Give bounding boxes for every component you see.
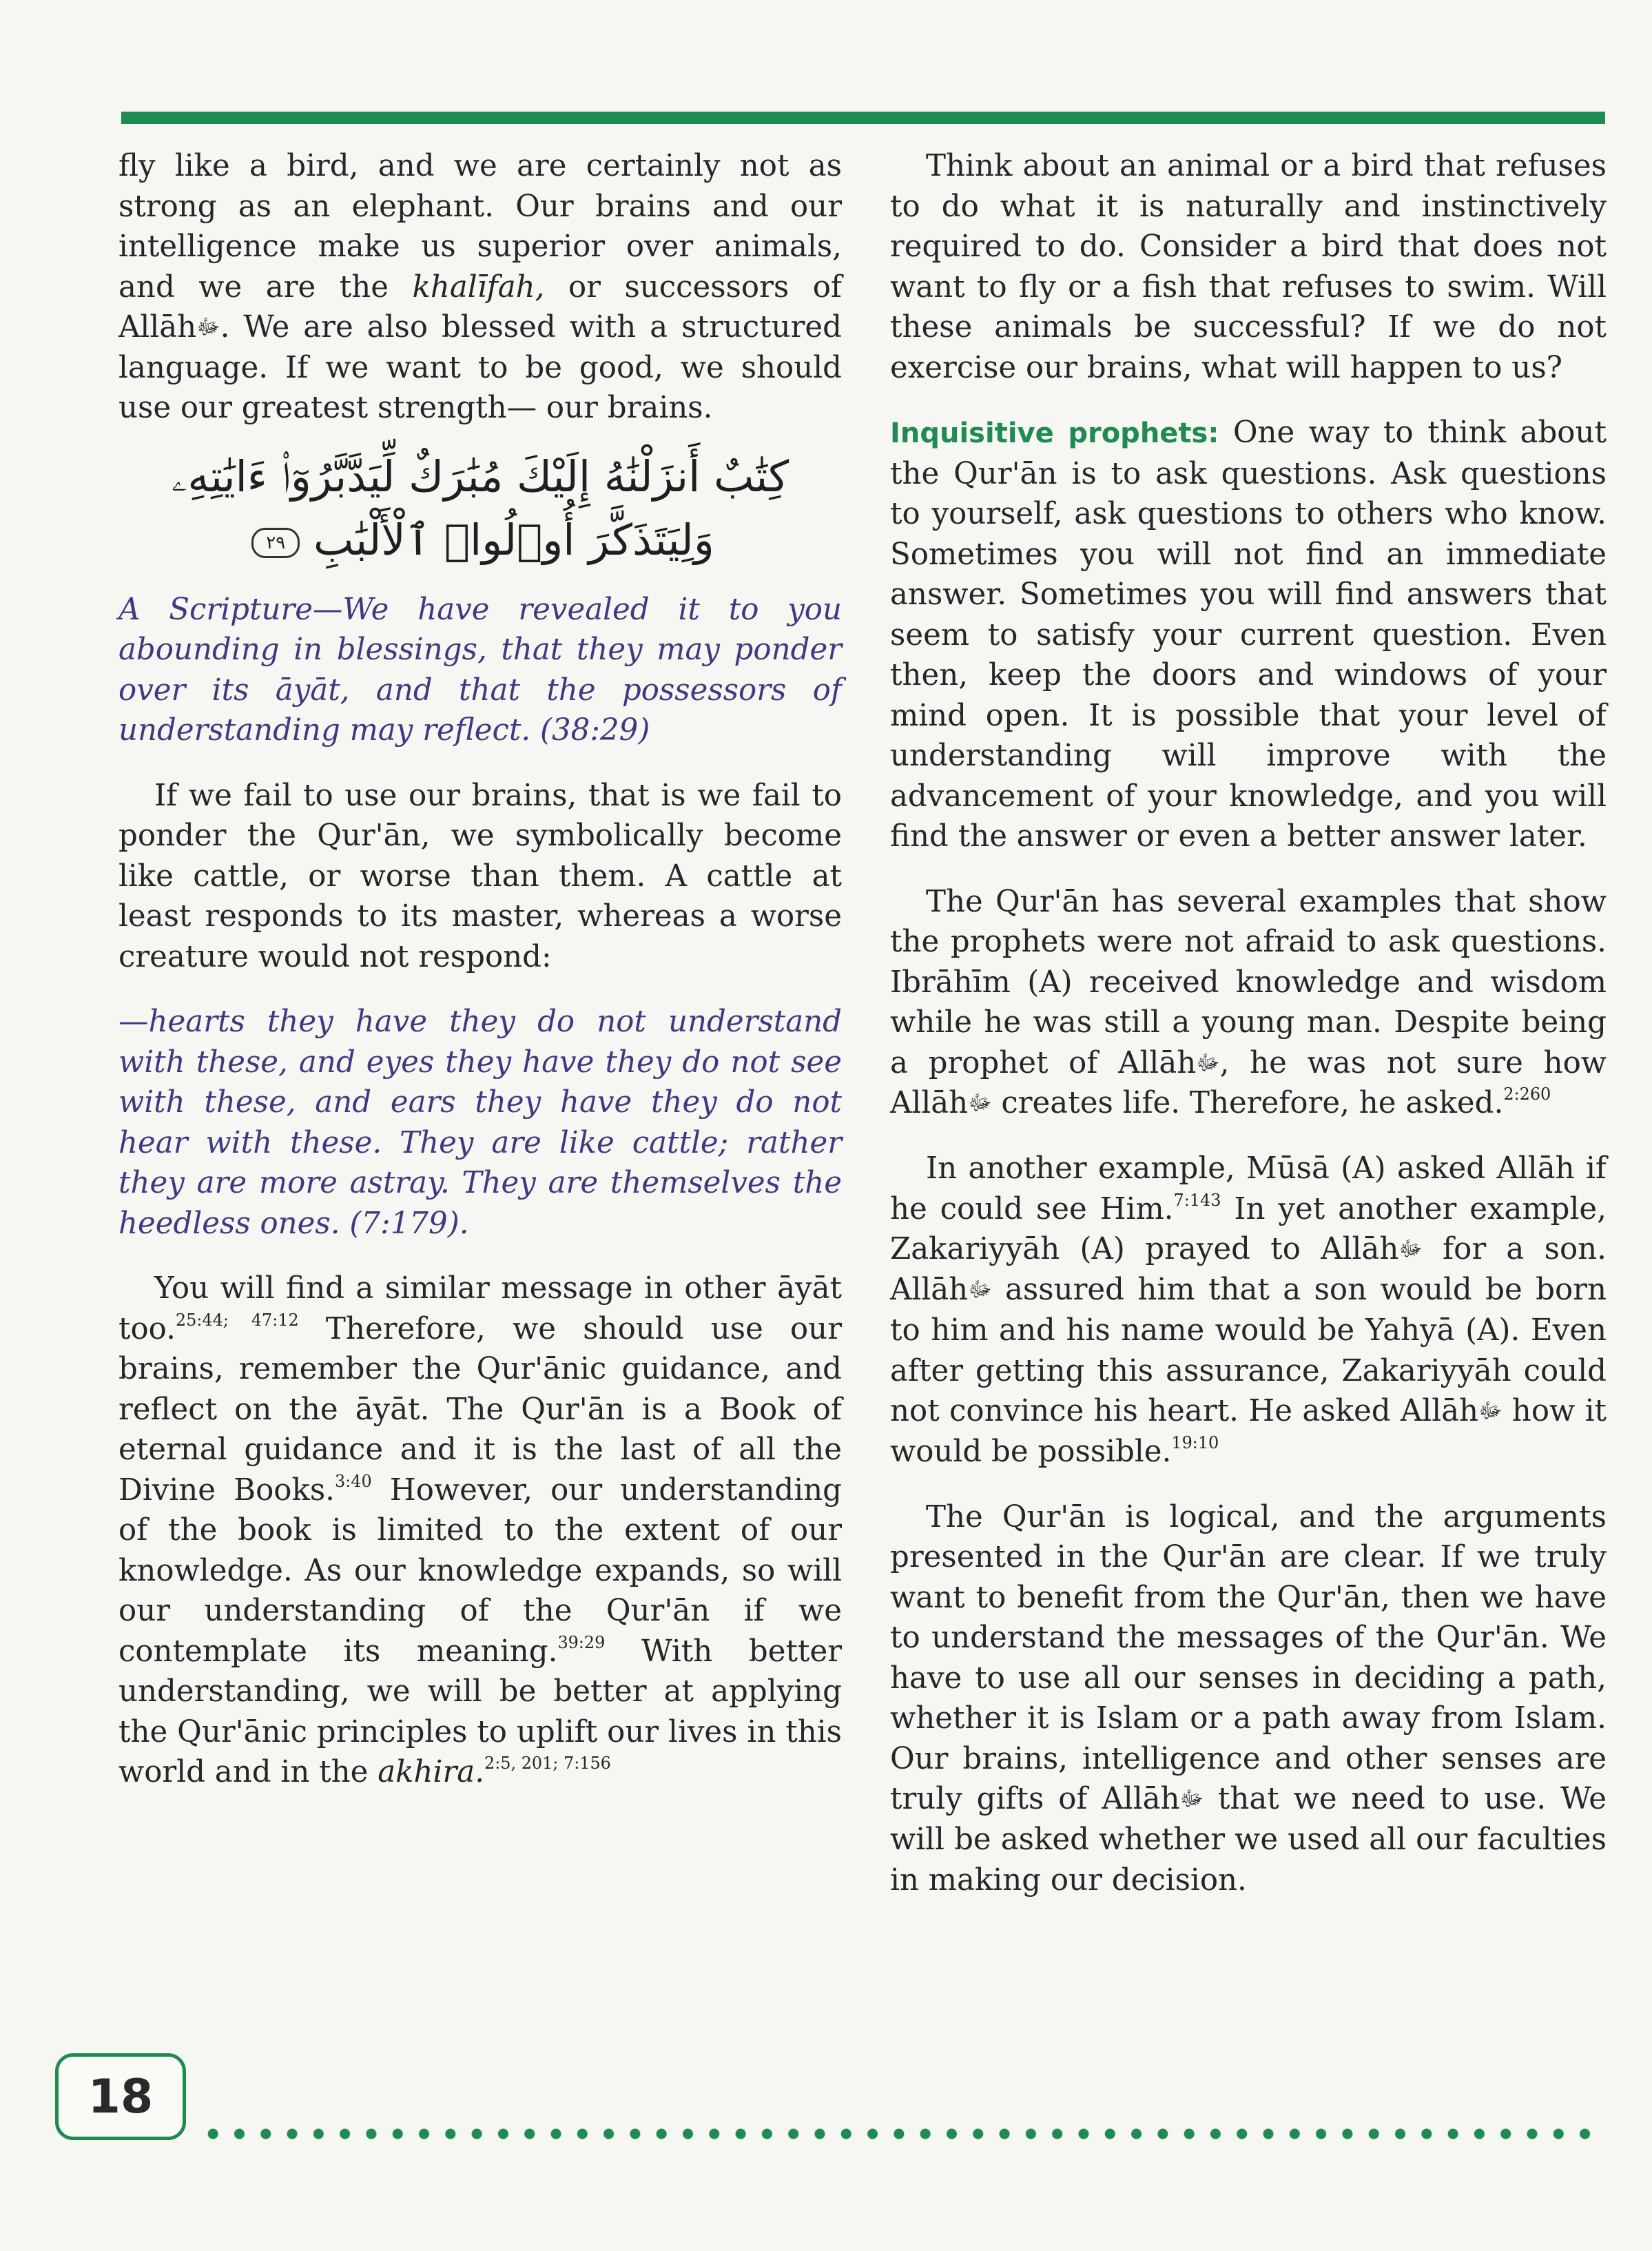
allah-symbol: ﷻ	[968, 1091, 992, 1116]
dotted-footer-rule	[200, 2126, 1598, 2142]
paragraph: Think about an animal or a bird that refuses to do what it is naturally and instinctively required to do. Consider a bird that does not want to fly or a fish that refuses to swim. Will these animals be successful? If we do not exercise our brains, what will happen to us?	[890, 149, 1607, 385]
paragraph: If we fail to use our brains, that is we fail to ponder the Qur'ān, we symbolically become like cattle, or worse than them. A cattle at least responds to its master, whereas a worse creature would not respond:	[118, 778, 842, 974]
right-column	[890, 146, 1607, 1900]
arabic-verse: كِتَٰبٌ أَنزَلْنَٰهُ إِلَيْكَ مُبَٰرَكٌ لِّيَدَّبَّرُوٓا۟ ءَايَٰتِهِۦ وَلِيَتَذَكَّرَ أُو۟لُوا۟ ٱلْأَلْبَٰبِ ٢٩	[171, 451, 789, 565]
paragraph: Inquisitive prophets: One way to think about the Qur'ān is to ask questions. Ask questions to yourself, ask questions to others who know. Sometimes you will not find an immediate answer. Sometimes you will find answers that seem to satisfy your current question. Even then, keep the doors and windows of your mind open. It is possible that your level of understanding will improve with the advancement of your knowledge, and you will find the answer or even a better answer later.	[890, 415, 1607, 854]
verse-translation: —hearts they have they do not understand with these, and eyes they have they do not see with these, and ears they have they do not hear with these. They are like cattle; rather they are more astray. They are themselves the heedless ones. (7:179).	[118, 1005, 842, 1241]
paragraph: You will find a similar message in other āyāt too.$^{25:44; 47:12}$ Therefore, we should use our brains, remember the Qur'ānic guidance, and reflect on the āyāt. The Qur'ān is a Book of eternal guidance and it is the last of all the Divine Books.$^{3:40}$ However, our understanding of the book is limited to the extent of our knowledge. As our knowledge expands, so will our understanding of the Qur'ān if we contemplate its meaning.$^{39:29}$ With better understanding, we will be better at applying the Qur'ānic principles to uplift our lives in this world and in the akhira.$^{2:5, 201; 7:156}$	[118, 1271, 842, 1790]
allah-symbol: ﷻ	[1179, 1787, 1204, 1811]
ayah-number-mark: ٢٩	[251, 528, 300, 558]
verse-translation: A Scripture—We have revealed it to you abounding in blessings, that they may ponder over its āyāt, and that the possessors of understanding may reflect. (38:29)	[118, 592, 842, 748]
paragraph: The Qur'ān is logical, and the arguments presented in the Qur'ān are clear. If we truly want to benefit from the Qur'ān, then we have to understand the messages of the Qur'ān. We have to use all our senses in deciding a path, whether it is Islam or a path away from Islam. Our brains, intelligence and other senses are truly gifts of Allāhﷻ that we need to use. We will be asked whether we used all our faculties in making our decision.	[890, 1499, 1607, 1898]
paragraph: In another example, Mūsā (A) asked Allāh if he could see Him.$^{7:143}$ In yet another example, Zakariyyāh (A) prayed to Allāhﷻ for a son. Allāhﷻ assured him that a son would be born to him and his name would be Yahyā (A). Even after getting this assurance, Zakariyyāh could not convince his heart. He asked Allāhﷻ how it would be possible.$^{19:10}$	[890, 1151, 1607, 1470]
reference: 7:143	[1173, 1190, 1221, 1210]
reference: 3:40	[334, 1471, 372, 1491]
paragraph: fly like a bird, and we are certainly not as strong as an elephant. Our brains and our intelligence make us superior over animals, and we are the khalīfah, or successors of Allāhﷻ. We are also blessed with a structured language. If we want to be good, we should use our greatest strength— our brains.	[118, 149, 842, 426]
reference: 2:260	[1503, 1085, 1551, 1104]
reference: 39:29	[557, 1632, 606, 1652]
allah-symbol: ﷻ	[968, 1277, 992, 1302]
reference: 19:10	[1171, 1433, 1219, 1453]
reference: 25:44; 47:12	[175, 1310, 299, 1330]
top-rule	[121, 112, 1605, 124]
section-heading: Inquisitive prophets:	[890, 418, 1219, 449]
reference: 2:5, 201; 7:156	[484, 1754, 611, 1774]
allah-symbol: ﷻ	[196, 315, 220, 340]
page-number-badge	[55, 2053, 186, 2140]
paragraph: The Qur'ān has several examples that show the prophets were not afraid to ask questions. Ibrāhīm (A) received knowledge and wisdom while he was still a young man. Despite being a prophet of Allāhﷻ, he was not sure how Allāhﷻ creates life. Therefore, he asked.$^{2:260}$	[890, 884, 1607, 1121]
allah-symbol: ﷻ	[1196, 1050, 1220, 1075]
allah-symbol: ﷻ	[1478, 1399, 1503, 1423]
left-column	[118, 146, 842, 1793]
allah-symbol: ﷻ	[1398, 1237, 1423, 1262]
page-number: 18	[87, 2069, 154, 2124]
